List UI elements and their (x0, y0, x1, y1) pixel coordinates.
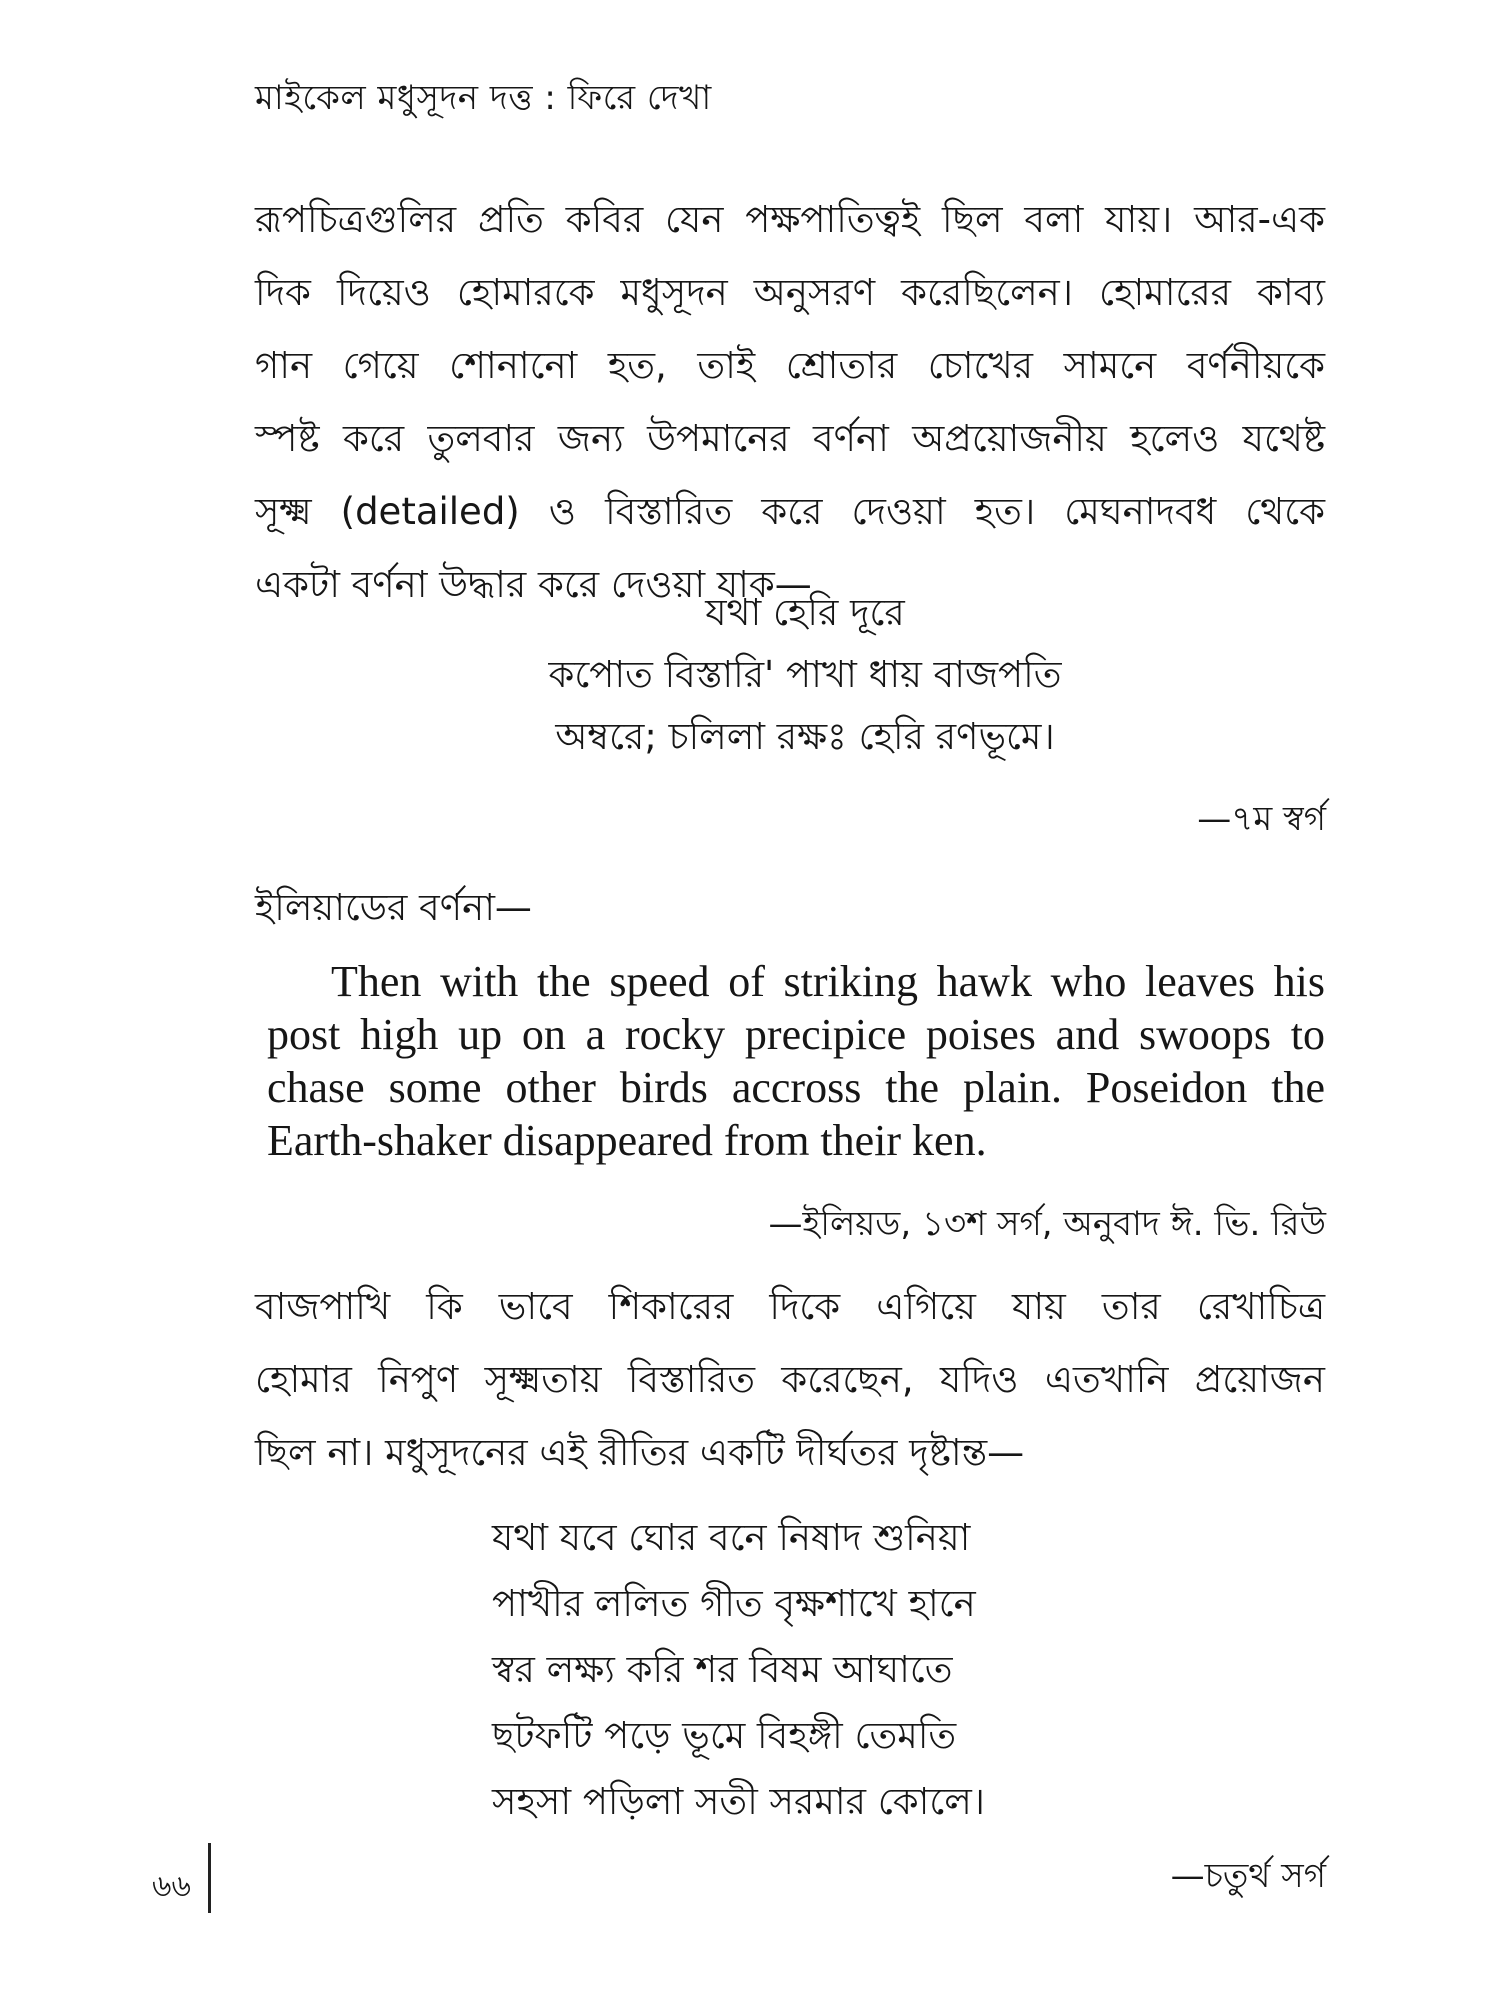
paragraph-1-line: দিক দিয়েও হোমারকে মধুসূদন অনুসরণ করেছিলেন। হোমারের কাব্য (255, 271, 1325, 314)
english-quote (267, 955, 1325, 1167)
paragraph-2-line: বাজপাখি কি ভাবে শিকারের দিকে এগিয়ে যায় তার রেখাচিত্র (255, 1285, 1325, 1328)
paragraph-1-line: সূক্ষ্ম (detailed) ও বিস্তারিত করে দেওয়া হত। মেঘনাদবধ থেকে (255, 490, 1325, 533)
paragraph-2-line: হোমার নিপুণ সূক্ষ্মতায় বিস্তারিত করেছেন, যদিও এতখানি প্রয়োজন (255, 1358, 1325, 1401)
english-quote-line: Then with the speed of striking hawk who leaves his (331, 957, 1325, 1006)
attribution-3: —চতুর্থ সর্গ (1170, 1856, 1326, 1896)
subheading-iliad: ইলিয়াডের বর্ণনা— (255, 886, 532, 929)
english-quote-line: post high up on a rocky precipice poises and swoops to (267, 1010, 1325, 1059)
page-number-rule (208, 1843, 211, 1913)
paragraph-2-line: ছিল না। মধুসূদনের এই রীতির একটি দীর্ঘতর দৃষ্টান্ত— (255, 1431, 1025, 1474)
verse-2-line: সহসা পড়িলা সতী সরমার কোলে। (492, 1780, 986, 1823)
verse-1-line: যথা হেরি দূরে (705, 591, 905, 634)
verse-1-line: কপোত বিস্তারি' পাখা ধায় বাজপতি (548, 653, 1062, 696)
verse-2-line: পাখীর ললিত গীত বৃক্ষশাখে হানে (492, 1582, 976, 1625)
attribution-2: —ইলিয়ড, ১৩শ সর্গ, অনুবাদ ঈ. ভি. রিউ (768, 1204, 1326, 1244)
paragraph-1-line: একটা বর্ণনা উদ্ধার করে দেওয়া যাক— (255, 563, 812, 606)
running-head: মাইকেল মধুসূদন দত্ত : ফিরে দেখা (255, 78, 712, 118)
paragraph-1 (255, 183, 1325, 621)
attribution-1: —৭ম স্বর্গ (1197, 799, 1326, 839)
paragraph-1-line: গান গেয়ে শোনানো হত, তাই শ্রোতার চোখের সামনে বর্ণনীয়কে (255, 344, 1325, 387)
paragraph-1-line: স্পষ্ট করে তুলবার জন্য উপমানের বর্ণনা অপ্রয়োজনীয় হলেও যথেষ্ট (255, 417, 1325, 460)
paragraph-2 (255, 1270, 1325, 1489)
verse-2-line: স্বর লক্ষ্য করি শর বিষম আঘাতে (492, 1648, 953, 1691)
verse-2 (492, 1505, 985, 1835)
verse-1-line: অম্বরে; চলিলা রক্ষঃ হেরি রণভূমে। (555, 715, 1055, 758)
english-quote-line: chase some other birds accross the plain. Poseidon the (267, 1063, 1325, 1112)
page-number: ৬৬ (152, 1869, 192, 1904)
verse-1 (495, 582, 1115, 768)
english-quote-line: Earth-shaker disappeared from their ken. (267, 1116, 987, 1165)
paragraph-1-line: রূপচিত্রগুলির প্রতি কবির যেন পক্ষপাতিত্বই ছিল বলা যায়। আর-এক (255, 198, 1325, 241)
verse-2-line: যথা যবে ঘোর বনে নিষাদ শুনিয়া (492, 1516, 971, 1559)
verse-2-line: ছটফটি পড়ে ভূমে বিহঙ্গী তেমতি (492, 1714, 957, 1757)
